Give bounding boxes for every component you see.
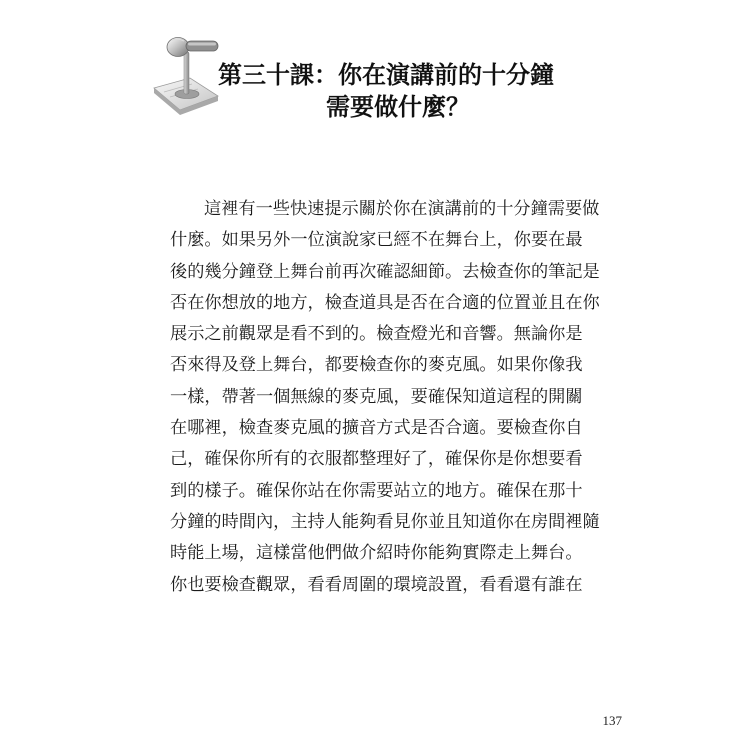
paragraph-line-8: 在哪裡，檢查麥克風的擴音方式是否合適。要檢查你自 [170,418,583,439]
paragraph-line-9: 己，確保你所有的衣服都整理好了，確保你是你想要看 [170,449,583,470]
page-number: 137 [602,713,622,728]
microphone-icon [150,26,222,118]
paragraph-line-7: 一樣，帶著一個無線的麥克風，要確保知道這程的開關 [170,386,583,407]
paragraph-line-4: 否在你想放的地方，檢查道具是否在合適的位置並且在你 [170,292,600,313]
chapter-title-line-2: 需要做什麼？ [326,93,470,121]
paragraph-line-10: 到的樣子。確保你站在你需要站立的地方。確保在那十 [170,480,583,501]
paragraph-line-5: 展示之前觀眾是看不到的。檢查燈光和音響。無論你是 [170,324,583,345]
body-paragraph [170,194,600,601]
paragraph-line-12: 時能上場，這樣當他們做介紹時你能夠實際走上舞台。 [170,543,583,564]
paragraph-line-1: 這裡有一些快速提示關於你在演講前的十分鐘需要做 [204,199,600,219]
paragraph-line-3: 後的幾分鐘登上舞台前再次確認細節。去檢查你的筆記是 [170,261,600,282]
paragraph-line-13: 你也要檢查觀眾，看看周圍的環境設置，看看還有誰在 [170,574,583,595]
paragraph-line-11: 分鐘的時間內，主持人能夠看見你並且知道你在房間裡隨 [170,511,600,532]
chapter-title-line-1: 第三十課：你在演講前的十分鐘 [218,61,554,89]
paragraph-line-6: 否來得及登上舞台，都要檢查你的麥克風。如果你像我 [170,355,583,376]
paragraph-line-2: 什麼。如果另外一位演說家已經不在舞台上，你要在最 [170,230,583,251]
